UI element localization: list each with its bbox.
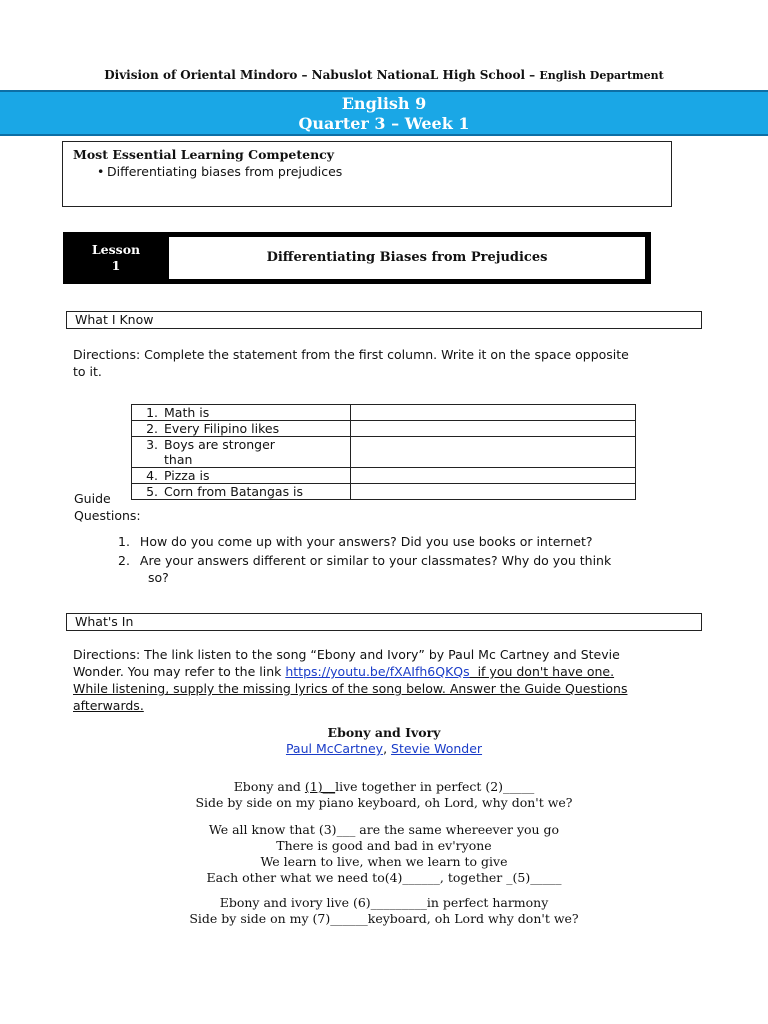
statement-cell: 1. Math is [132,405,351,421]
question-text-continued: so? [148,570,169,585]
table-row [132,437,636,468]
artist-link-paul[interactable]: Paul McCartney [285,741,384,756]
lyric-line: Side by side on my (7)______keyboard, oh Lord why don't we? [189,911,579,926]
directions-whats-in [73,646,713,714]
statement-cell: 5. Corn from Batangas is [132,484,351,500]
header-school: Division of Oriental Mindoro – Nabuslot NationaL High School – [104,68,540,82]
song-artists: Paul McCartney, Stevie Wonder [285,741,483,756]
directions-what-i-know [73,346,713,380]
song-link[interactable]: https://youtu.be/fXAIfh6QKQs [285,664,470,679]
lesson-label [65,234,167,282]
answer-cell[interactable] [351,437,636,468]
directions-line-2: to it. [73,364,102,379]
list-item [118,552,698,586]
statement-cell: 3. Boys are stronger than [132,437,351,468]
lesson-banner [63,232,651,284]
guide-label-line-2: Questions: [74,508,141,523]
guide-label-line-1: Guide [74,491,111,506]
lyric-line: There is good and bad in ev'ryone [276,838,492,853]
whats-in-line-2: Wonder. You may refer to the link https://youtu.be/fXAIfh6QKQs if you don't have one. [73,664,615,679]
guide-questions-label [74,490,141,524]
band-subject: English 9 [341,94,427,113]
section-whats-in: What's In [66,613,702,631]
list-item [118,533,698,550]
lyric-line: Ebony and (1)__live together in perfect (2)_____ [233,779,535,794]
lyric-line: Ebony and ivory live (6)_________in perfect harmony [219,895,549,910]
table-row [132,421,636,437]
lesson-label-word: Lesson [91,242,141,257]
artist-link-stevie[interactable]: Stevie Wonder [391,741,483,756]
song-title: Ebony and Ivory [327,725,441,740]
lyric-line: Side by side on my piano keyboard, oh Lord, why don't we? [195,795,573,810]
verse-2 [0,822,768,886]
answer-cell[interactable] [351,484,636,500]
melc-title: Most Essential Learning Competency [73,147,335,162]
whats-in-line-1: Directions: The link listen to the song “Ebony and Ivory” by Paul Mc Cartney and Stevie [73,647,620,662]
statement-table [131,404,636,500]
melc-item-text: Differentiating biases from prejudices [107,164,343,179]
statement-cell: 4. Pizza is [132,468,351,484]
document-header [0,68,768,82]
verse-1 [0,779,768,811]
band-quarter: Quarter 3 – Week 1 [298,114,470,133]
whats-in-line-3: While listening, supply the missing lyrics of the song below. Answer the Guide Questions [73,681,628,696]
verse-3 [0,895,768,927]
answer-cell[interactable] [351,468,636,484]
title-band [0,90,768,136]
question-text: How do you come up with your answers? Did you use books or internet? [139,534,593,549]
whats-in-line-4: afterwards. [73,698,144,713]
table-row [132,468,636,484]
table-row [132,484,636,500]
directions-line-1: Directions: Complete the statement from the first column. Write it on the space opposite [73,347,629,362]
lyric-line: Each other what we need to(4)______, together _(5)_____ [206,870,562,885]
question-number: 1. [118,534,130,549]
question-text: Are your answers different or similar to your classmates? Why do you think [139,553,612,568]
section-what-i-know: What I Know [66,311,702,329]
lesson-title: Differentiating Biases from Prejudices [169,237,645,279]
question-number: 2. [118,553,130,568]
lyric-line: We all know that (3)___ are the same whereever you go [208,822,560,837]
header-department: English Department [539,69,664,82]
bullet-icon: • [97,164,105,179]
table-row [132,405,636,421]
answer-cell[interactable] [351,405,636,421]
melc-box [62,141,672,207]
melc-item [73,164,661,179]
lyric-line: We learn to live, when we learn to give [260,854,508,869]
statement-cell: 2. Every Filipino likes [132,421,351,437]
answer-cell[interactable] [351,421,636,437]
lesson-label-number: 1 [111,258,121,273]
